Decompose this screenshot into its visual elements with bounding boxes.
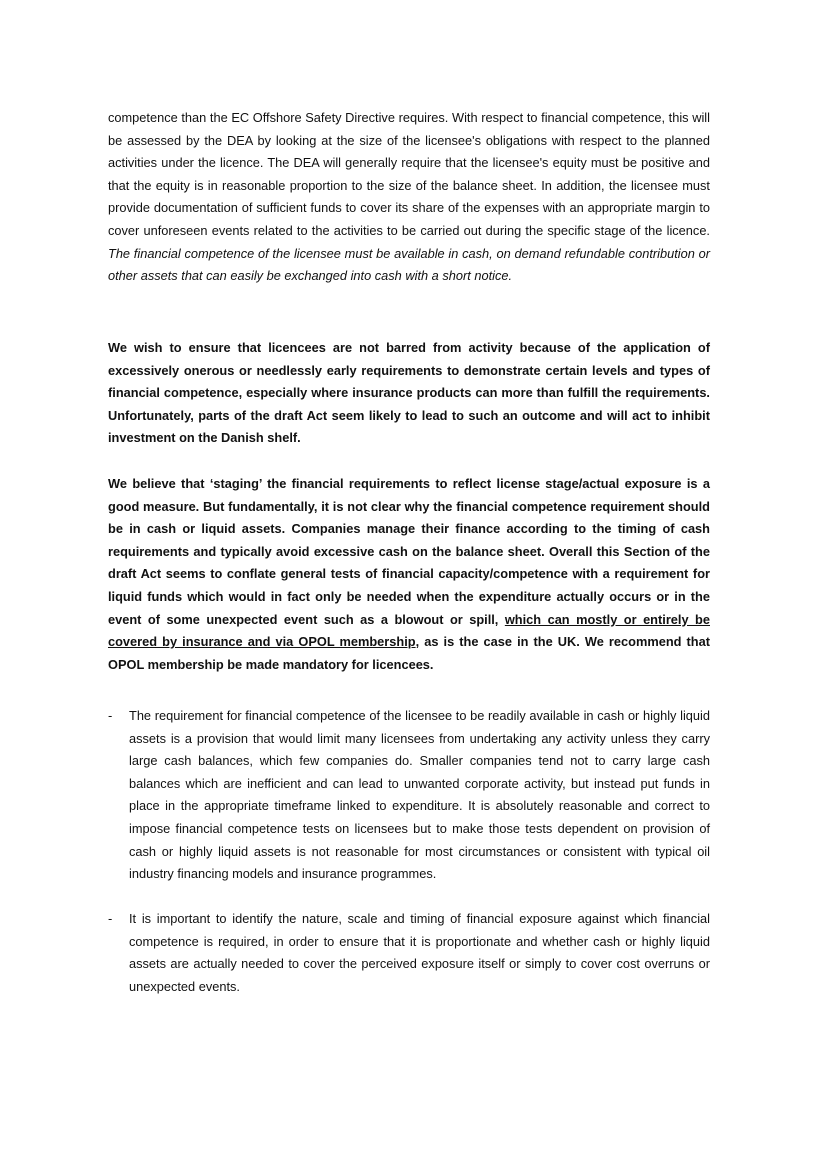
bullet-marker: -	[108, 708, 113, 723]
bullet-text: The requirement for financial competence of the licensee to be readily available in cash or highly liquid assets is a provision that would limit many licensees from undertaking any activity unless they carry large cash balances, which few companies do. Smaller companies tend not to carry large cash balances which are inefficient and can lead to unwanted corporate activity, but instead put funds in place in the appropriate timeframe linked to expenditure. It is absolutely reasonable and correct to impose financial competence tests on licensees but to make those tests dependent on provision of cash or highly liquid assets is not reasonable for most circumstances or consistent with typical oil industry financing models and insurance programmes.	[129, 708, 710, 882]
paragraph-3-text: We believe that ‘staging’ the financial requirements to reflect license stage/actual exposure is a good measure. But fundamentally, it is not clear why the financial competence requirement should be in cash or liquid assets. Companies manage their finance according to the timing of cash requirements and typically avoid excessive cash on the balance sheet. Overall this Section of the draft Act seems to conflate general tests of financial capacity/competence with a requirement for liquid funds which would in fact only be needed when the expenditure actually occurs or in the event of some unexpected event such as a blowout or spill,	[108, 476, 710, 627]
bullet-marker: -	[108, 911, 113, 926]
bullet-text: It is important to identify the nature, scale and timing of financial exposure against which financial competence is required, in order to ensure that it is proportionate and whether cash or highly liquid assets are actually needed to cover the perceived exposure itself or simply to cover cost overruns or unexpected events.	[129, 911, 710, 994]
paragraph-staging-requirements	[108, 473, 710, 676]
paragraph-1-text: competence than the EC Offshore Safety Directive requires. With respect to financial competence, this will be assessed by the DEA by looking at the size of the licensee's obligations with respect to the planned activities under the licence. The DEA will generally require that the licensee's equity must be positive and that the equity is in reasonable proportion to the size of the balance sheet. In addition, the licensee must provide documentation of sufficient funds to cover its share of the expenses with an appropriate margin to cover unforeseen events related to the activities to be carried out during the specific stage of the licence.	[108, 110, 710, 238]
paragraph-licencee-barriers: We wish to ensure that licencees are not barred from activity because of the application of excessively onerous or needlessly early requirements to demonstrate certain levels and types of financial competence, especially where insurance products can more than fulfill the requirements. Unfortunately, parts of the draft Act seem likely to lead to such an outcome and will act to inhibit investment on the Danish shelf.	[108, 340, 710, 446]
paragraph-1-italic-text: The financial competence of the licensee must be available in cash, on demand refundable contribution or other assets that can easily be exchanged into cash with a short notice.	[108, 245, 710, 284]
paragraph-3-underlined-text: which can mostly or entirely be covered by insurance and via OPOL membership	[108, 611, 710, 650]
paragraph-financial-competence	[108, 107, 710, 288]
paragraph-3-text-end: , as is the case in the UK. We recommend that OPOL membership be made mandatory for licencees.	[108, 634, 710, 672]
